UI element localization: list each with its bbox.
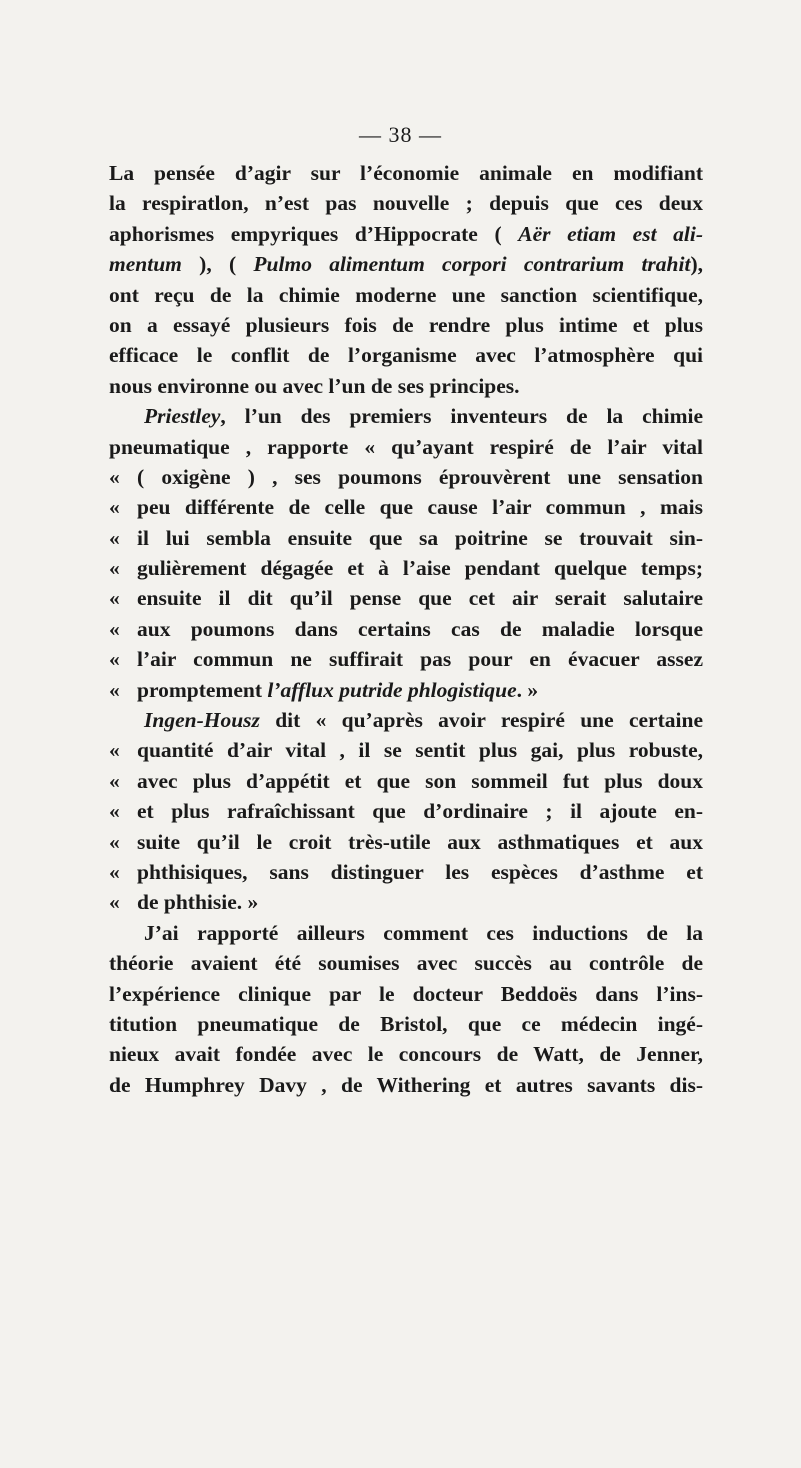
text-line xyxy=(109,1039,703,1069)
quote-mark: « xyxy=(109,525,120,550)
text-segment: ensuite il dit qu’il pense que cet air serait salutaire xyxy=(137,586,703,611)
quote-mark: « xyxy=(109,768,120,793)
text-line xyxy=(109,887,703,917)
quote-mark: « xyxy=(109,799,120,824)
text-segment: pneumatique , rapporte « qu’ayant respiré de l’air vital xyxy=(109,434,703,459)
text-segment: ( oxigène ) , ses poumons éprouvèrent une sensation xyxy=(137,464,703,489)
text-line xyxy=(109,432,703,462)
text-line xyxy=(109,918,703,948)
text-line xyxy=(109,219,703,249)
quote-mark: « xyxy=(109,647,120,672)
text-segment: . » xyxy=(516,677,539,702)
paragraph xyxy=(109,918,703,1100)
text-line xyxy=(109,188,703,218)
text-segment: promptement xyxy=(137,677,268,702)
text-segment: quantité d’air vital , il se sentit plus gai, plus robuste, xyxy=(137,738,703,763)
quote-mark: « xyxy=(109,464,120,489)
body-text xyxy=(109,158,703,1100)
text-line xyxy=(109,827,703,857)
text-line xyxy=(109,280,703,310)
text-segment: avec plus d’appétit et que son sommeil fut plus doux xyxy=(137,768,703,793)
text-line xyxy=(109,158,703,188)
text-line xyxy=(109,340,703,370)
text-line xyxy=(109,310,703,340)
text-line xyxy=(109,249,703,279)
quote-mark: « xyxy=(109,495,120,520)
page-number: — 38 — xyxy=(359,122,442,147)
text-segment: théorie avaient été soumises avec succès au contrôle de xyxy=(109,951,703,976)
text-line xyxy=(109,553,703,583)
text-segment: efficace le conflit de l’organisme avec l’atmosphère qui xyxy=(109,343,703,368)
text-segment: suite qu’il le croit très-utile aux asthmatiques et aux xyxy=(137,829,703,854)
text-segment: aux poumons dans certains cas de maladie lorsque xyxy=(137,616,703,641)
quote-mark: « xyxy=(109,586,120,611)
text-line xyxy=(109,462,703,492)
text-line xyxy=(109,705,703,735)
text-segment: l’air commun ne suffirait pas pour en évacuer assez xyxy=(137,647,703,672)
text-line xyxy=(109,766,703,796)
text-segment: et plus rafraîchissant que d’ordinaire ; il ajoute en- xyxy=(137,799,703,824)
text-line xyxy=(109,401,703,431)
paragraph xyxy=(109,158,703,401)
text-line xyxy=(109,948,703,978)
text-segment: on a essayé plusieurs fois de rendre plus intime et plus xyxy=(109,312,703,337)
quote-mark: « xyxy=(109,829,120,854)
italic-text: Pulmo alimentum corpori contrarium trahit xyxy=(253,252,691,277)
text-line xyxy=(109,1009,703,1039)
quote-mark: « xyxy=(109,616,120,641)
italic-text: Priestley xyxy=(144,404,221,429)
text-line xyxy=(109,583,703,613)
text-segment: gulièrement dégagée et à l’aise pendant quelque temps; xyxy=(137,556,703,581)
text-segment: dit « qu’après avoir respiré une certaine xyxy=(259,708,703,733)
text-line xyxy=(109,492,703,522)
text-segment: aphorismes empyriques d’Hippocrate ( xyxy=(109,221,519,246)
text-segment: peu différente de celle que cause l’air commun , mais xyxy=(137,495,703,520)
italic-text: l’afflux putride phlogistique xyxy=(267,677,517,702)
text-segment: titution pneumatique de Bristol, que ce médecin ingé- xyxy=(109,1011,703,1036)
text-segment: ), xyxy=(690,252,704,277)
paragraph xyxy=(109,705,703,918)
text-line xyxy=(109,735,703,765)
text-segment: nous environne ou avec l’un de ses principes. xyxy=(109,373,520,398)
italic-text: Aër etiam est ali- xyxy=(518,221,704,246)
text-line xyxy=(109,644,703,674)
text-line xyxy=(109,371,703,401)
text-segment: de phthisie. » xyxy=(137,890,259,915)
paragraph xyxy=(109,401,703,705)
text-segment: nieux avait fondée avec le concours de Watt, de Jenner, xyxy=(109,1042,703,1067)
text-segment: phthisiques, sans distinguer les espèces d’asthme et xyxy=(137,859,703,884)
text-line xyxy=(109,979,703,1009)
text-segment: La pensée d’agir sur l’économie animale en modifiant xyxy=(109,161,703,185)
text-segment: l’expérience clinique par le docteur Beddoës dans l’ins- xyxy=(109,981,703,1006)
text-line xyxy=(109,1070,703,1100)
italic-text: Ingen-Housz xyxy=(144,708,260,733)
quote-mark: « xyxy=(109,890,120,915)
text-segment: J’ai rapporté ailleurs comment ces inductions de la xyxy=(144,920,703,945)
text-line xyxy=(109,796,703,826)
quote-mark: « xyxy=(109,556,120,581)
text-line xyxy=(109,523,703,553)
text-segment: ), ( xyxy=(181,252,254,277)
italic-text: mentum xyxy=(109,252,182,277)
quote-mark: « xyxy=(109,677,120,702)
text-line xyxy=(109,614,703,644)
text-segment: la respiratlon, n’est pas nouvelle ; depuis que ces deux xyxy=(109,191,703,216)
text-segment: , l’un des premiers inventeurs de la chimie xyxy=(220,404,703,429)
quote-mark: « xyxy=(109,859,120,884)
quote-mark: « xyxy=(109,738,120,763)
text-segment: de Humphrey Davy , de Withering et autres savants dis- xyxy=(109,1072,703,1097)
text-segment: ont reçu de la chimie moderne une sanction scientifique, xyxy=(109,282,703,307)
text-line xyxy=(109,857,703,887)
text-line xyxy=(109,675,703,705)
text-segment: il lui sembla ensuite que sa poitrine se trouvait sin- xyxy=(137,525,703,550)
